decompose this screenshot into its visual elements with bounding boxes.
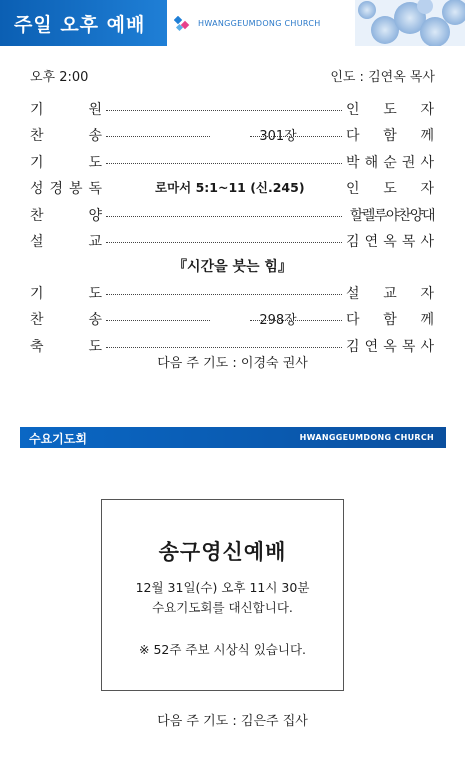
order-row <box>30 125 434 149</box>
header-banner <box>0 0 465 46</box>
order-item-char: 찬 <box>30 128 44 145</box>
order-item-name <box>30 205 102 225</box>
order-item-name <box>30 283 102 303</box>
order-leader-char: 목 <box>401 338 416 355</box>
order-leader-char: 인 <box>346 181 360 198</box>
order-leader-char: 설 <box>346 286 360 302</box>
order-item-char: 찬 <box>30 207 44 224</box>
order-row <box>30 99 434 123</box>
order-item-name <box>30 152 102 172</box>
order-leader <box>346 178 434 198</box>
order-item-char: 봉 <box>68 181 83 198</box>
order-leader-char: 해 <box>364 154 379 171</box>
order-item-char: 경 <box>49 181 64 198</box>
order-leader-char: 연 <box>364 234 379 250</box>
order-item-char: 교 <box>88 234 102 250</box>
order-item-char: 송 <box>88 312 102 329</box>
order-leader-char: 다 <box>346 312 360 329</box>
leader-dots <box>106 320 210 321</box>
order-leader-char: 김 <box>346 338 360 355</box>
leader-dots <box>106 242 342 243</box>
section-church-name: HWANGGEUMDONG CHURCH <box>299 433 434 442</box>
order-item-char: 도 <box>88 338 102 355</box>
order-leader-char: 다 <box>346 128 360 145</box>
order-leader <box>346 152 434 172</box>
order-row <box>30 231 434 255</box>
leader-dots <box>106 347 342 348</box>
leader-dots <box>250 320 342 321</box>
order-leader-char: 사 <box>420 154 434 171</box>
order-leader-char: 목 <box>401 234 416 250</box>
order-item-char: 축 <box>30 338 44 355</box>
order-detail: 298장 <box>259 313 297 329</box>
order-leader-char: 함 <box>383 312 397 329</box>
order-item-char: 성 <box>30 181 44 198</box>
leader-dots <box>106 110 342 111</box>
hydrangea-decoration <box>355 0 465 46</box>
wednesday-next-prayer: 다음 주 기도 : 김은주 집사 <box>157 714 308 729</box>
service-presider: 인도 : 김연옥 목사 <box>330 70 435 85</box>
order-item-char: 원 <box>88 102 102 118</box>
wednesday-section-bar <box>20 427 446 448</box>
order-leader <box>346 125 434 145</box>
order-leader-char: 께 <box>420 128 434 145</box>
order-item-char: 기 <box>30 102 44 118</box>
notice-title: 송구영신예배 <box>158 540 287 564</box>
order-leader <box>346 231 434 251</box>
order-leader-char: 자 <box>420 102 434 118</box>
order-leader-char: 인 <box>346 102 360 118</box>
order-leader-char: 연 <box>364 338 379 355</box>
notice-datetime: 12월 31일(수) 오후 11시 30분 <box>135 580 310 595</box>
order-leader-char: 옥 <box>383 338 397 355</box>
church-name: HWANGGEUMDONG CHURCH <box>198 19 321 28</box>
order-leader-char: 께 <box>420 312 434 329</box>
leader-dots <box>106 294 342 295</box>
order-item-char: 기 <box>30 286 44 302</box>
section-title: 수요기도회 <box>29 432 87 446</box>
order-row <box>30 178 434 202</box>
order-item-name <box>30 125 102 145</box>
order-leader-char: 박 <box>346 154 360 171</box>
order-leader-char: 자 <box>420 181 434 198</box>
notice-box <box>101 499 344 691</box>
order-item-char: 송 <box>88 128 102 145</box>
church-logo-icon <box>174 16 190 32</box>
order-item-name <box>30 99 102 119</box>
order-leader-char: 함 <box>383 128 397 145</box>
order-leader <box>346 283 434 303</box>
leader-dots <box>106 163 342 164</box>
header-title-block <box>0 0 167 46</box>
order-leader-char: 권 <box>401 154 416 171</box>
order-row <box>30 205 434 229</box>
order-leader-char: 순 <box>383 154 397 171</box>
order-row <box>30 152 434 176</box>
order-item-char: 도 <box>88 154 102 171</box>
order-leader-char: 옥 <box>383 234 397 250</box>
order-item-char: 설 <box>30 234 44 250</box>
leader-dots <box>106 216 342 217</box>
order-leader-char: 사 <box>420 234 434 250</box>
order-item-name <box>30 178 102 198</box>
notice-award: ※ 52주 주보 시상식 있습니다. <box>139 642 306 657</box>
order-leader <box>346 205 434 225</box>
order-leader-char: 김 <box>346 234 360 250</box>
scripture-reference: 로마서 5:1~11 (신.245) <box>155 180 305 196</box>
sermon-title: 『시간을 붓는 힘』 <box>173 259 292 275</box>
leader-dots <box>250 136 342 137</box>
order-leader-char: 할렐루야찬양대 <box>349 207 434 224</box>
order-item-char: 기 <box>30 154 44 171</box>
order-row <box>30 283 434 307</box>
leader-dots <box>106 136 210 137</box>
order-leader-char: 자 <box>420 286 434 302</box>
order-leader-char: 교 <box>383 286 397 302</box>
order-leader <box>346 99 434 119</box>
order-leader-char: 도 <box>383 102 397 118</box>
order-item-name <box>30 231 102 251</box>
next-week-prayer: 다음 주 기도 : 이경숙 권사 <box>157 356 308 371</box>
order-leader <box>346 309 434 329</box>
notice-replacement: 수요기도회를 대신합니다. <box>152 600 293 615</box>
page-title: 주일 오후 예배 <box>14 14 146 36</box>
order-item-name <box>30 309 102 329</box>
order-item-char: 도 <box>88 286 102 302</box>
order-detail: 301장 <box>259 129 297 145</box>
service-time: 오후 2:00 <box>30 70 89 85</box>
order-row <box>30 309 434 333</box>
order-item-char: 독 <box>88 181 102 198</box>
order-item-char: 양 <box>88 207 102 224</box>
order-item-char: 찬 <box>30 312 44 329</box>
order-leader-char: 사 <box>420 338 434 355</box>
order-leader-char: 도 <box>383 181 397 198</box>
